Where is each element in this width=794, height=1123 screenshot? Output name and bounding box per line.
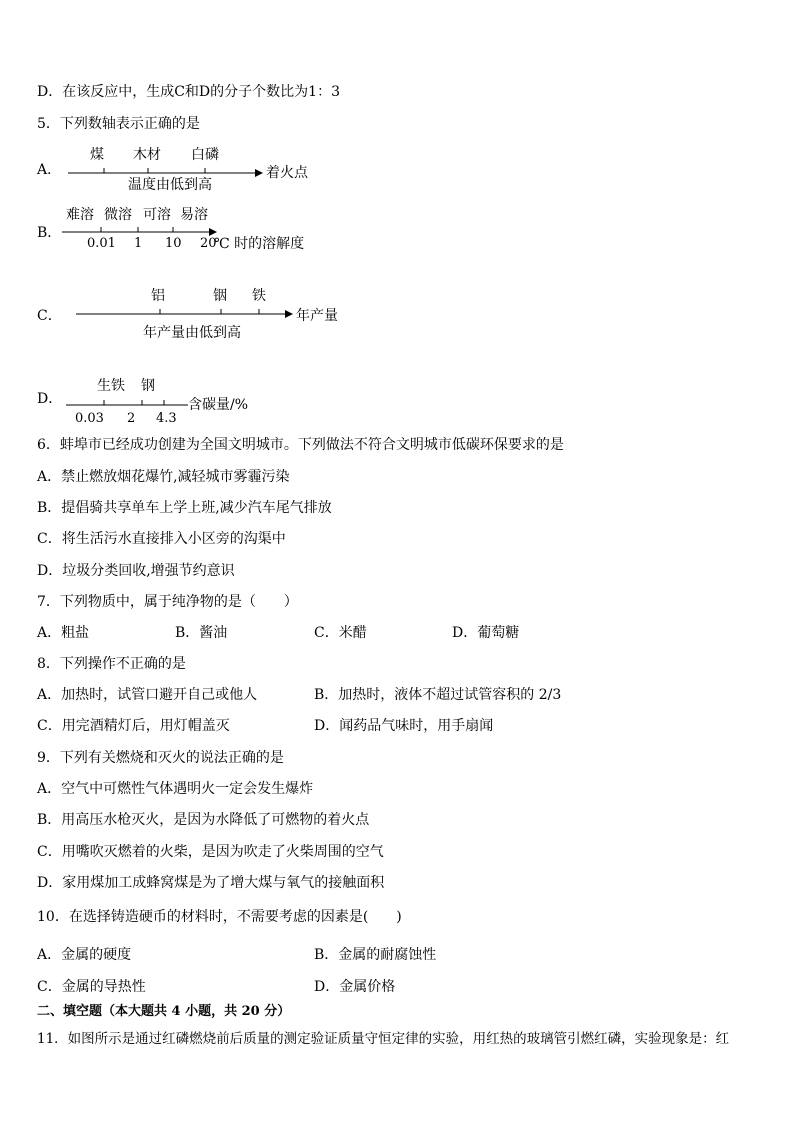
q5-c-tick-3: 铁 <box>252 288 266 304</box>
q4-option-d: D．在该反应中，生成C和D的分子个数比为1：3 <box>37 84 340 100</box>
q5-c-axis-caption: 年产量由低到高 <box>143 325 241 341</box>
q6-option-c: C．将生活污水直接排入小区旁的沟渠中 <box>37 531 286 547</box>
q10-option-d: D．金属价格 <box>314 979 396 995</box>
q5-d-label: D． <box>37 391 63 407</box>
q7-option-a: A．粗盐 <box>37 625 90 641</box>
q5-d-tick-2: 钢 <box>141 378 155 394</box>
q8-option-a: A．加热时，试管口避开自己或他人 <box>37 687 258 703</box>
q9-option-c: C．用嘴吹灭燃着的火柴，是因为吹走了火柴周围的空气 <box>37 844 384 860</box>
q5-stem: 5．下列数轴表示正确的是 <box>37 116 200 132</box>
q7-option-d: D．葡萄糖 <box>452 625 520 641</box>
q10-stem: 10．在选择铸造硬币的材料时，不需要考虑的因素是( ) <box>37 909 402 925</box>
q5-axis-a <box>68 168 262 173</box>
q5-b-tick-4: 易溶 <box>180 207 208 223</box>
section-2-title: 二、填空题（本大题共 4 小题，共 20 分） <box>37 1004 291 1019</box>
q5-c-tick-1: 铝 <box>151 288 165 304</box>
q10-option-c: C．金属的导热性 <box>37 979 146 995</box>
q6-stem: 6．蚌埠市已经成功创建为全国文明城市。下列做法不符合文明城市低碳环保要求的是 <box>37 437 564 453</box>
q5-axis-d <box>66 400 188 405</box>
q5-b-tick-2: 微溶 <box>104 207 132 223</box>
q11-stem: 11．如图所示是通过红磷燃烧前后质量的测定验证质量守恒定律的实验，用红热的玻璃管引燃红磷，实验现象是：红 <box>37 1031 730 1047</box>
q9-option-d: D．家用煤加工成蜂窝煤是为了增大煤与氧气的接触面积 <box>37 875 385 891</box>
q5-d-axis-end: 含碳量/% <box>188 397 249 413</box>
q9-option-b: B．用高压水枪灭火，是因为水降低了可燃物的着火点 <box>37 812 370 828</box>
q10-option-b: B．金属的耐腐蚀性 <box>314 947 437 963</box>
q5-d-num-2: 2 <box>127 411 136 426</box>
q5-d-num-3: 4.3 <box>156 411 177 426</box>
q7-stem: 7．下列物质中，属于纯净物的是（ ） <box>37 594 298 610</box>
q5-b-num-3: 10 <box>165 236 182 251</box>
q9-stem: 9．下列有关燃烧和灭火的说法正确的是 <box>37 750 284 766</box>
q5-axis-c <box>76 309 292 314</box>
q5-a-tick-2: 木材 <box>133 147 161 163</box>
q5-a-axis-end: 着火点 <box>266 165 308 181</box>
q10-option-a: A．金属的硬度 <box>37 947 132 963</box>
q9-option-a: A．空气中可燃性气体遇明火一定会发生爆炸 <box>37 781 314 797</box>
q5-b-num-4: 20 <box>200 236 217 251</box>
q5-d-tick-1: 生铁 <box>97 378 125 394</box>
q5-c-axis-end: 年产量 <box>296 308 338 324</box>
q5-a-tick-3: 白磷 <box>191 147 219 163</box>
q5-b-tick-1: 难溶 <box>66 207 94 223</box>
q5-b-label: B． <box>37 225 62 241</box>
q5-axis-b <box>62 227 216 232</box>
q8-option-c: C．用完酒精灯后，用灯帽盖灭 <box>37 718 230 734</box>
q7-option-b: B．酱油 <box>175 625 228 641</box>
q5-b-tick-3: 可溶 <box>143 207 171 223</box>
q5-b-axis-end: ℃ 时的溶解度 <box>214 236 305 252</box>
q5-a-label: A． <box>37 162 62 178</box>
q7-option-c: C．米醋 <box>314 625 367 641</box>
q6-option-d: D．垃圾分类回收,增强节约意识 <box>37 563 235 579</box>
q8-option-b: B．加热时，液体不超过试管容积的 2/3 <box>314 687 562 703</box>
q5-b-num-2: 1 <box>134 236 143 251</box>
q5-a-tick-1: 煤 <box>90 147 104 163</box>
q8-stem: 8．下列操作不正确的是 <box>37 656 186 672</box>
q8-option-d: D．闻药品气味时，用手扇闻 <box>314 718 494 734</box>
q5-c-label: C． <box>37 308 62 324</box>
q5-a-axis-caption: 温度由低到高 <box>128 177 212 193</box>
q5-c-tick-2: 铟 <box>213 288 227 304</box>
q5-d-num-1: 0.03 <box>75 411 104 426</box>
q5-b-num-1: 0.01 <box>87 236 116 251</box>
q6-option-a: A．禁止燃放烟花爆竹,减轻城市雾霾污染 <box>37 469 290 485</box>
q6-option-b: B．提倡骑共享单车上学上班,减少汽车尾气排放 <box>37 500 332 516</box>
